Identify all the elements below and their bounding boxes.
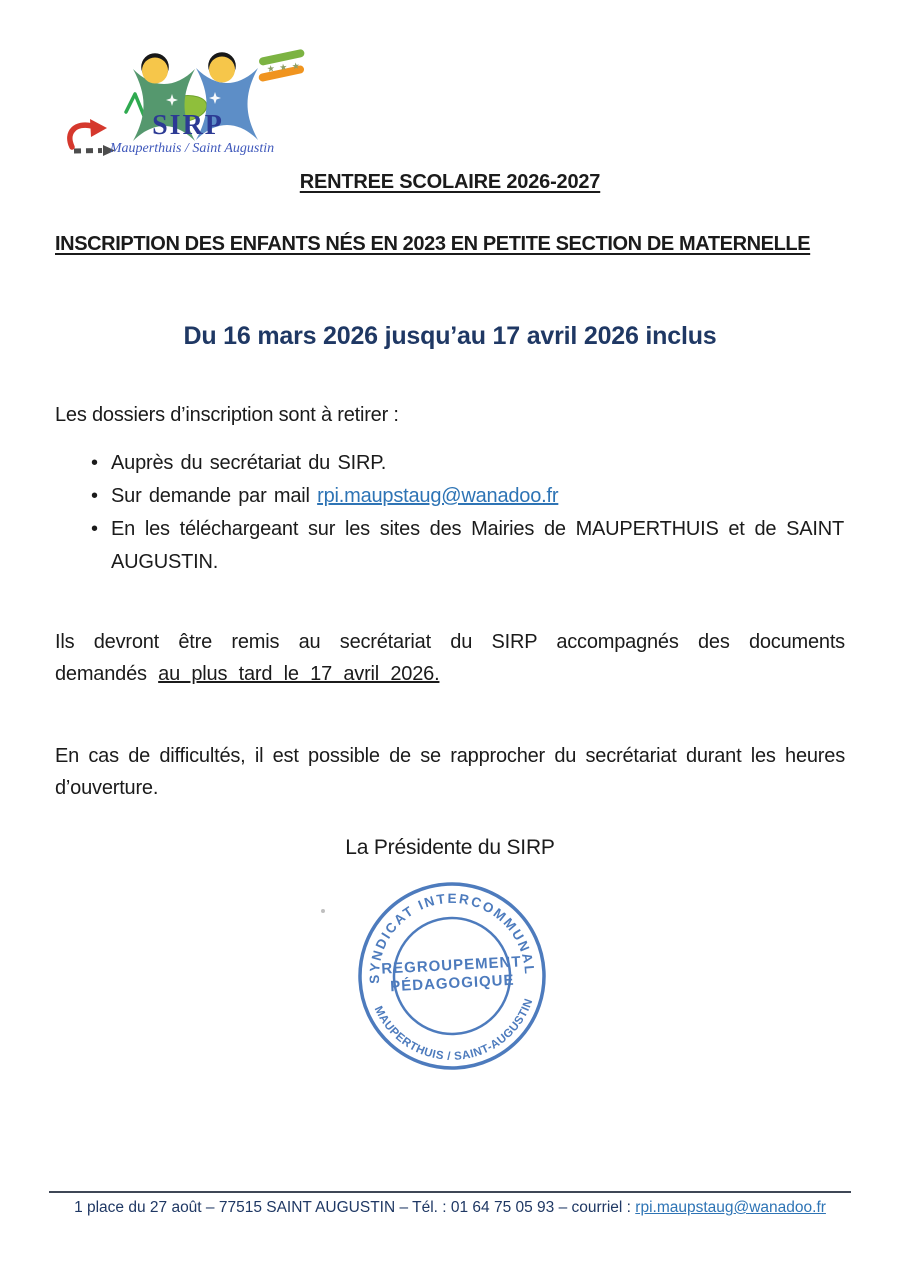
stamp-arc-bottom-text: MAUPERTHUIS / SAINT-AUGUSTIN xyxy=(371,997,536,1063)
sirp-logo xyxy=(60,38,310,163)
email-link[interactable]: rpi.maupstaug@wanadoo.fr xyxy=(317,485,559,507)
intro-paragraph: Les dossiers d’inscription sont à retirer : xyxy=(55,404,399,426)
stamp-center-line2: PÉDAGOGIQUE xyxy=(389,971,515,996)
flag-stars-icon xyxy=(261,53,303,77)
scan-speck xyxy=(321,909,325,913)
sirp-logo-graphic xyxy=(60,38,310,163)
stamp-graphic xyxy=(354,878,550,1074)
signature-line: La Présidente du SIRP xyxy=(345,836,555,859)
official-stamp xyxy=(354,878,550,1074)
child-head-right-icon xyxy=(208,52,236,82)
deadline-underlined-text: au plus tard le 17 avril 2026. xyxy=(158,663,440,685)
bullet-list xyxy=(89,447,844,579)
logo-subtitle: Mauperthuis / Saint Augustin xyxy=(109,141,275,156)
footer-divider xyxy=(49,1191,851,1193)
main-title: INSCRIPTION DES ENFANTS NÉS EN 2023 EN PETITE SECTION DE MATERNELLE xyxy=(55,233,811,255)
page-title: RENTREE SCOLAIRE 2026-2027 xyxy=(299,171,601,193)
child-head-left-icon xyxy=(141,53,169,83)
paragraph-text: Ils devront être remis au secrétariat du SIRP accompagnés des documents demandés xyxy=(55,631,845,685)
footer-text: 1 place du 27 août – 77515 SAINT AUGUSTIN – Tél. : 01 64 75 05 93 – courriel : xyxy=(74,1199,636,1216)
footer-email-link[interactable]: rpi.maupstaug@wanadoo.fr xyxy=(635,1199,826,1216)
dashed-arrow-icon xyxy=(74,145,115,156)
stamp-center-line1: REGROUPEMENT xyxy=(380,953,522,978)
footer xyxy=(0,1199,900,1217)
date-range-heading: Du 16 mars 2026 jusqu’au 17 avril 2026 inclus xyxy=(183,322,717,350)
red-arrow-icon xyxy=(70,119,107,147)
logo-wordmark: SIRP xyxy=(152,110,224,141)
bullet-text: Auprès du secrétariat du SIRP. xyxy=(111,452,387,474)
bullet-text: En les téléchargeant sur les sites des Mairies de MAUPERTHUIS et de SAINT AUGUSTIN. xyxy=(111,518,844,573)
stamp-arc-top-text: SYNDICAT INTERCOMMUNAL xyxy=(366,890,538,984)
deadline-paragraph xyxy=(55,626,845,690)
help-paragraph: En cas de difficultés, il est possible de se rapprocher du secrétariat durant les heures d’ouverture. xyxy=(55,745,845,799)
list-item xyxy=(89,480,844,513)
list-item xyxy=(89,513,844,579)
svg-text:★ ★ ★: ★ ★ ★ xyxy=(266,60,302,74)
bullet-text: Sur demande par mail xyxy=(111,485,318,507)
list-item xyxy=(89,447,844,480)
